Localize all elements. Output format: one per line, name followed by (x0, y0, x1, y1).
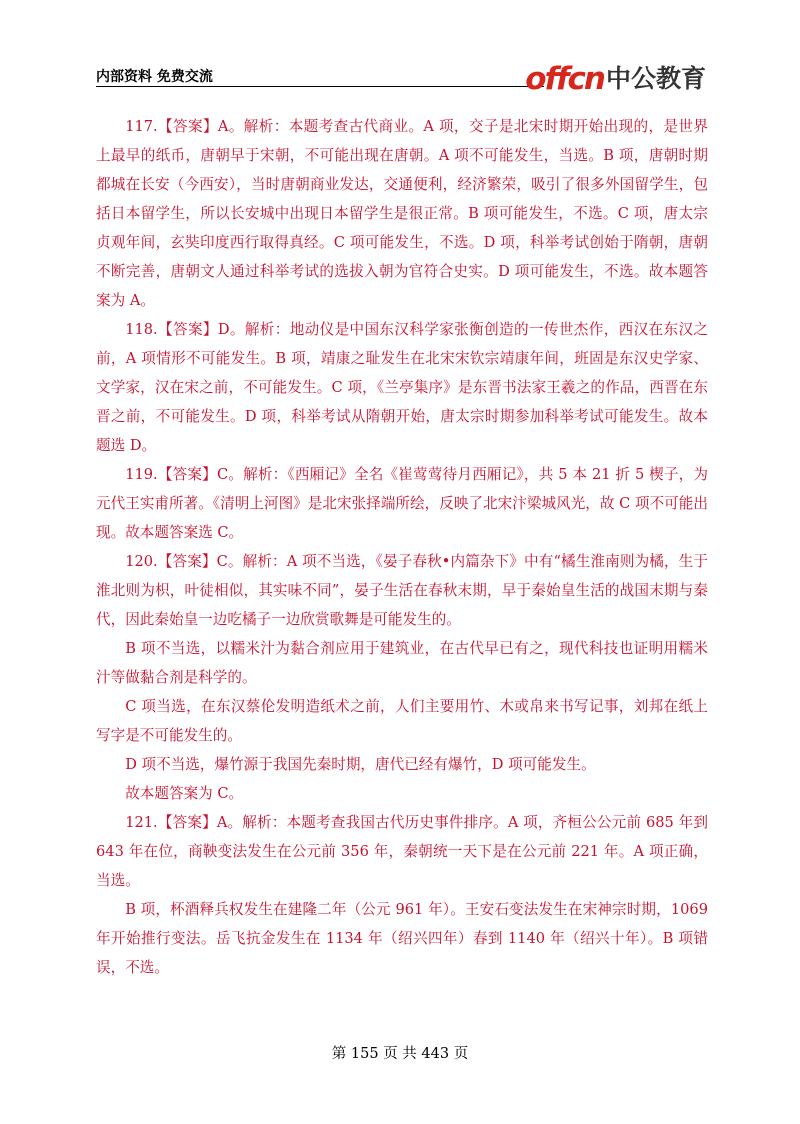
paragraph-120-b: B 项不当选，以糯米汁为黏合剂应用于建筑业，在古代早已有之，现代科技也证明用糯米汁等做黏合剂是科学的。 (96, 640, 708, 686)
logo-latin: offcn (525, 61, 604, 97)
page-footer (0, 1042, 800, 1063)
paragraph-119: 119.【答案】C。解析：《西厢记》全名《崔莺莺待月西厢记》，共 5 本 21 折 5 楔子，为元代王实甫所著。《清明上河图》是北宋张择端所绘，反映了北宋汴梁城风光，故 C 项不可能出现。故本题答案选 C。 (96, 466, 708, 541)
paragraph-120-answer: 故本题答案为 C。 (125, 785, 244, 802)
header-rule (96, 86, 544, 87)
paragraph-120-c: C 项当选，在东汉蔡伦发明造纸术之前，人们主要用竹、木或帛来书写记事，刘邦在纸上写字是不可能发生的。 (96, 698, 708, 744)
paragraph-121: 121.【答案】A。解析：本题考查我国古代历史事件排序。A 项，齐桓公公元前 685 年到 643 年在位，商鞅变法发生在公元前 356 年，秦朝统一天下是在公元前 221 年。A 项正确，当选。 (96, 814, 708, 889)
page-header (96, 60, 706, 96)
page-number: 第 155 页 共 443 页 (331, 1046, 469, 1062)
paragraph-120: 120.【答案】C。解析：A 项不当选，《晏子春秋•内篇杂下》中有“橘生淮南则为橘，生于淮北则为枳，叶徒相似，其实味不同”，晏子生活在春秋末期，早于秦始皇生活的战国末期与秦代，因此秦始皇一边吃橘子一边欣赏歌舞是可能发生的。 (96, 553, 708, 628)
paragraph-118: 118.【答案】D。解析：地动仪是中国东汉科学家张衡创造的一传世杰作，西汉在东汉之前，A 项情形不可能发生。B 项，靖康之耻发生在北宋宋钦宗靖康年间，班固是东汉史学家、文学家，汉在宋之前，不可能发生。C 项，《兰亭集序》是东晋书法家王羲之的作品，西晋在东晋之前，不可能发生。D 项，科举考试从隋朝开始，唐太宗时期参加科举考试可能发生。故本题选 D。 (96, 321, 708, 454)
offcn-logo (525, 60, 706, 97)
paragraph-120-d: D 项不当选，爆竹源于我国先秦时期，唐代已经有爆竹，D 项可能发生。 (125, 756, 596, 773)
paragraph-117: 117.【答案】A。解析：本题考查古代商业。A 项，交子是北宋时期开始出现的，是世界上最早的纸币，唐朝早于宋朝，不可能出现在唐朝。A 项不可能发生，当选。B 项，唐朝时期都城在长安（今西安），当时唐朝商业发达，交通便利，经济繁荣，吸引了很多外国留学生，包括日本留学生，所以长安城中出现日本留学生是很正常。B 项可能发生，不选。C 项，唐太宗贞观年间，玄奘印度西行取得真经。C 项可能发生，不选。D 项，科举考试创始于隋朝，唐朝不断完善，唐朝文人通过科举考试的选拔入朝为官符合史实。D 项可能发生，不选。故本题答案为 A。 (96, 118, 708, 309)
logo-chinese: 中公教育 (605, 64, 706, 93)
paragraph-121-b: B 项，杯酒释兵权发生在建隆二年（公元 961 年）。王安石变法发生在宋神宗时期，1069 年开始推行变法。岳飞抗金发生在 1134 年（绍兴四年）春到 1140 年（绍兴十年）。B 项错误，不选。 (96, 901, 708, 976)
answer-content (96, 112, 708, 982)
header-label: 内部资料 免费交流 (96, 69, 213, 85)
